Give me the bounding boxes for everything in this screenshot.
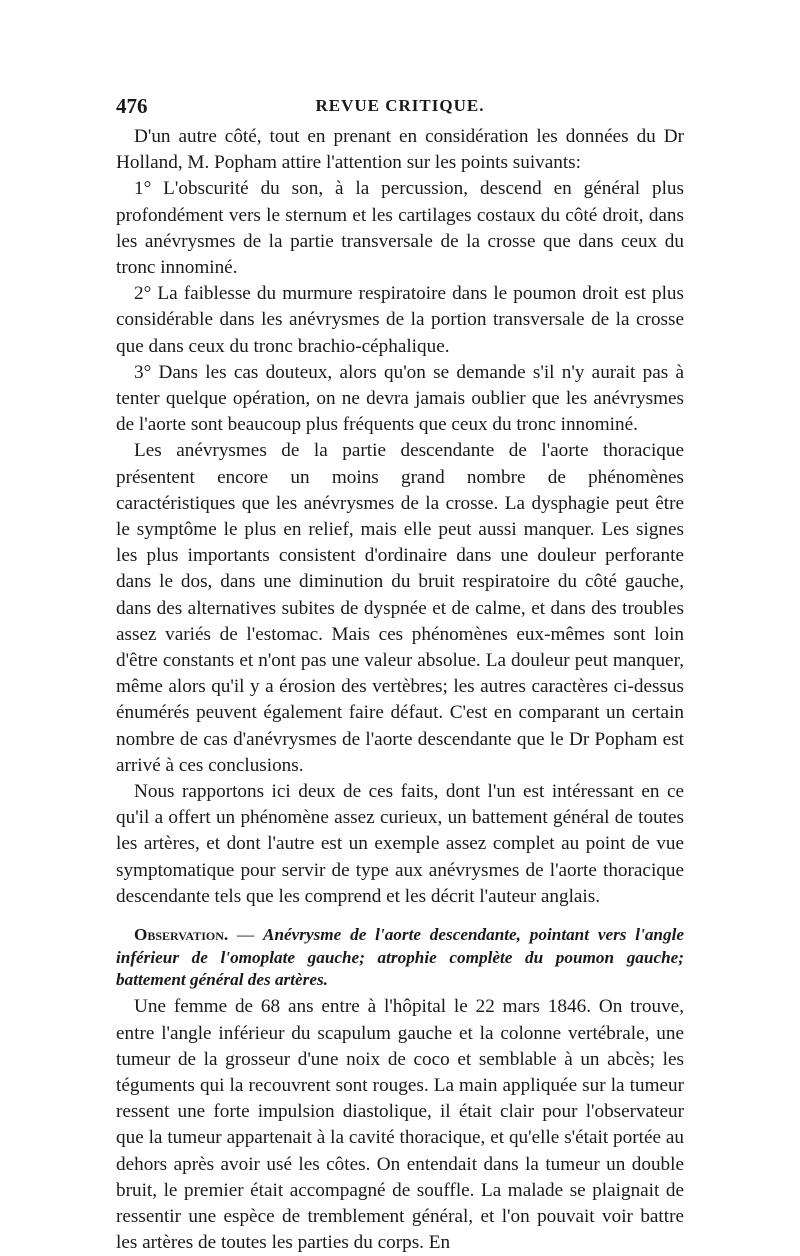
paragraph-two-cases: Nous rapportons ici deux de ces faits, dont l'un est intéressant en ce qu'il a offert un phénomène assez curieux, un battement général de toutes les artères, et dont l'autre est un exemple assez complet au point de vue symptomatique pour servir de type aux anévrysmes de l'aorte thoracique descendante tels que les comprend et les décrit l'auteur anglais. [116, 781, 684, 907]
observation-heading [116, 924, 684, 991]
page-number: 476 [116, 94, 148, 118]
running-header [116, 94, 684, 120]
observation-label: Observation. [134, 925, 229, 945]
paragraph-intro: D'un autre côté, tout en prenant en considération les données du Dr Holland, M. Popham attire l'attention sur les points suivants: [116, 126, 684, 174]
paragraph-descending-aorta: Les anévrysmes de la partie descendante de l'aorte thoracique présentent encore un moins grand nombre de phénomènes caractéristiques que les anévrysmes de la crosse. La dysphagie peut être le symptôme le plus en relief, mais elle peut aussi manquer. Les signes les plus importants consistent d'ordinaire dans une douleur perforante dans le dos, dans une diminution du bruit respiratoire du côté gauche, dans des alternatives subites de dyspnée et de calme, et dans des troubles assez variés de l'estomac. Mais ces phénomènes eux-mêmes sont loin d'être constants et n'ont pas une valeur absolue. La douleur peut manquer, même alors qu'il y a érosion des vertèbres; les autres caractères ci-dessus énumérés peuvent également faire défaut. C'est en comparant un certain nombre de cas d'anévrysmes de l'aorte descendante que le Dr Popham est arrivé à ces conclusions. [116, 440, 684, 776]
paragraph-point-1: 1° L'obscurité du son, à la percussion, descend en général plus profondément vers le sternum et les cartilages costaux du côté droit, dans les anévrysmes de la partie transversale de la crosse que dans ceux du tronc innominé. [116, 178, 684, 279]
paragraph-case-description: Une femme de 68 ans entre à l'hôpital le 22 mars 1846. On trouve, entre l'angle inférieur du scapulum gauche et la colonne vertébrale, une tumeur de la grosseur d'une noix de coco et semblable à un abcès; les téguments qui la recouvrent sont rouges. La main appliquée sur la tumeur ressent une forte impulsion diastolique, il était clair pour l'observateur que la tumeur appartenait à la cavité thoracique, et qu'elle s'était portée au dehors après avoir usé les côtes. On entendait dans la tumeur un double bruit, le premier était accompagné de souffle. La malade se plaignait de ressentir une espèce de tremblement général, et l'on pouvait voir battre les artères de toutes les parties du corps. En [116, 996, 684, 1254]
observation-dash: — [228, 925, 263, 945]
observation-title: Anévrysme de l'aorte descendante, pointant vers l'angle inférieur de l'omoplate gauche; atrophie complète du poumon gauche; battement général des artères. [116, 925, 684, 989]
body-text [116, 124, 684, 1256]
paragraph-point-2: 2° La faiblesse du murmure respiratoire dans le poumon droit est plus considérable dans les anévrysmes de la portion transversale de la crosse que dans ceux du tronc brachio-céphalique. [116, 283, 684, 357]
paragraph-point-3: 3° Dans les cas douteux, alors qu'on se demande s'il n'y aurait pas à tenter quelque opération, on ne devra jamais oublier que les anévrysmes de l'aorte sont beaucoup plus fréquents que ceux du tronc innominé. [116, 361, 684, 436]
running-title: REVUE CRITIQUE. [315, 96, 485, 115]
